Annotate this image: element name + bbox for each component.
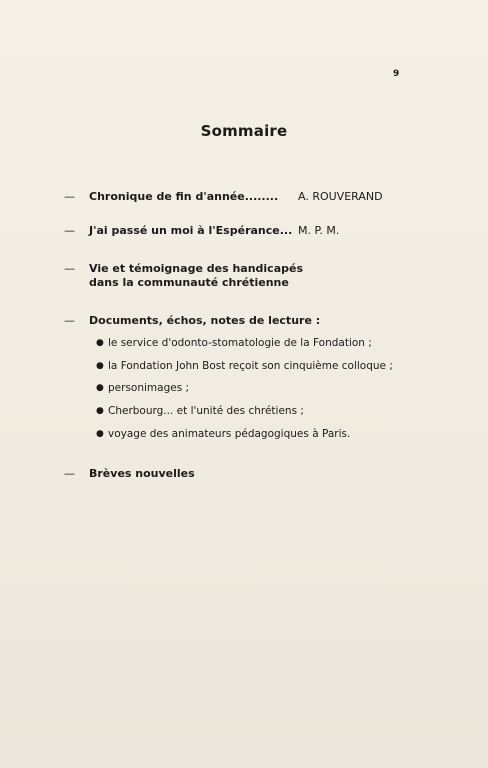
entry-title-line-2: dans la communauté chrétienne: [89, 276, 289, 289]
bullet-icon: ●: [96, 383, 104, 393]
entry-dash: —: [64, 467, 75, 480]
document-item-text: le service d'odonto-stomatologie de la Fondation ;: [108, 337, 372, 349]
page-title: Sommaire: [200, 122, 288, 140]
document-item-text: voyage des animateurs pédagogiques à Paris.: [108, 428, 351, 440]
entry-title: J'ai passé un moi à l'Espérance...: [89, 224, 293, 237]
document-item: [96, 359, 393, 373]
entry-title: Documents, échos, notes de lecture :: [89, 314, 321, 327]
page-number: 9: [393, 69, 400, 79]
entry-dash: —: [64, 262, 75, 275]
entry-dash: —: [64, 190, 75, 203]
entry-title: Chronique de fin d'année........: [89, 190, 279, 203]
entry-author: M. P. M.: [298, 224, 340, 237]
entry-dash: —: [64, 314, 75, 327]
document-item: [96, 404, 304, 418]
bullet-icon: ●: [96, 406, 104, 416]
bullet-icon: ●: [96, 338, 104, 348]
document-item-text: personimages ;: [108, 382, 190, 394]
document-item: [96, 381, 189, 395]
entry-title-line-1: Vie et témoignage des handicapés: [89, 262, 303, 275]
document-item-text: Cherbourg... et l'unité des chrétiens ;: [108, 405, 304, 417]
entry-dash: —: [64, 224, 75, 237]
entry-title: Brèves nouvelles: [89, 467, 195, 480]
document-item-text: la Fondation John Bost reçoit son cinquième colloque ;: [108, 360, 393, 372]
bullet-icon: ●: [96, 361, 104, 371]
entry-author: A. ROUVERAND: [298, 190, 383, 203]
document-item: [96, 336, 372, 350]
bullet-icon: ●: [96, 429, 104, 439]
document-item: [96, 427, 350, 441]
